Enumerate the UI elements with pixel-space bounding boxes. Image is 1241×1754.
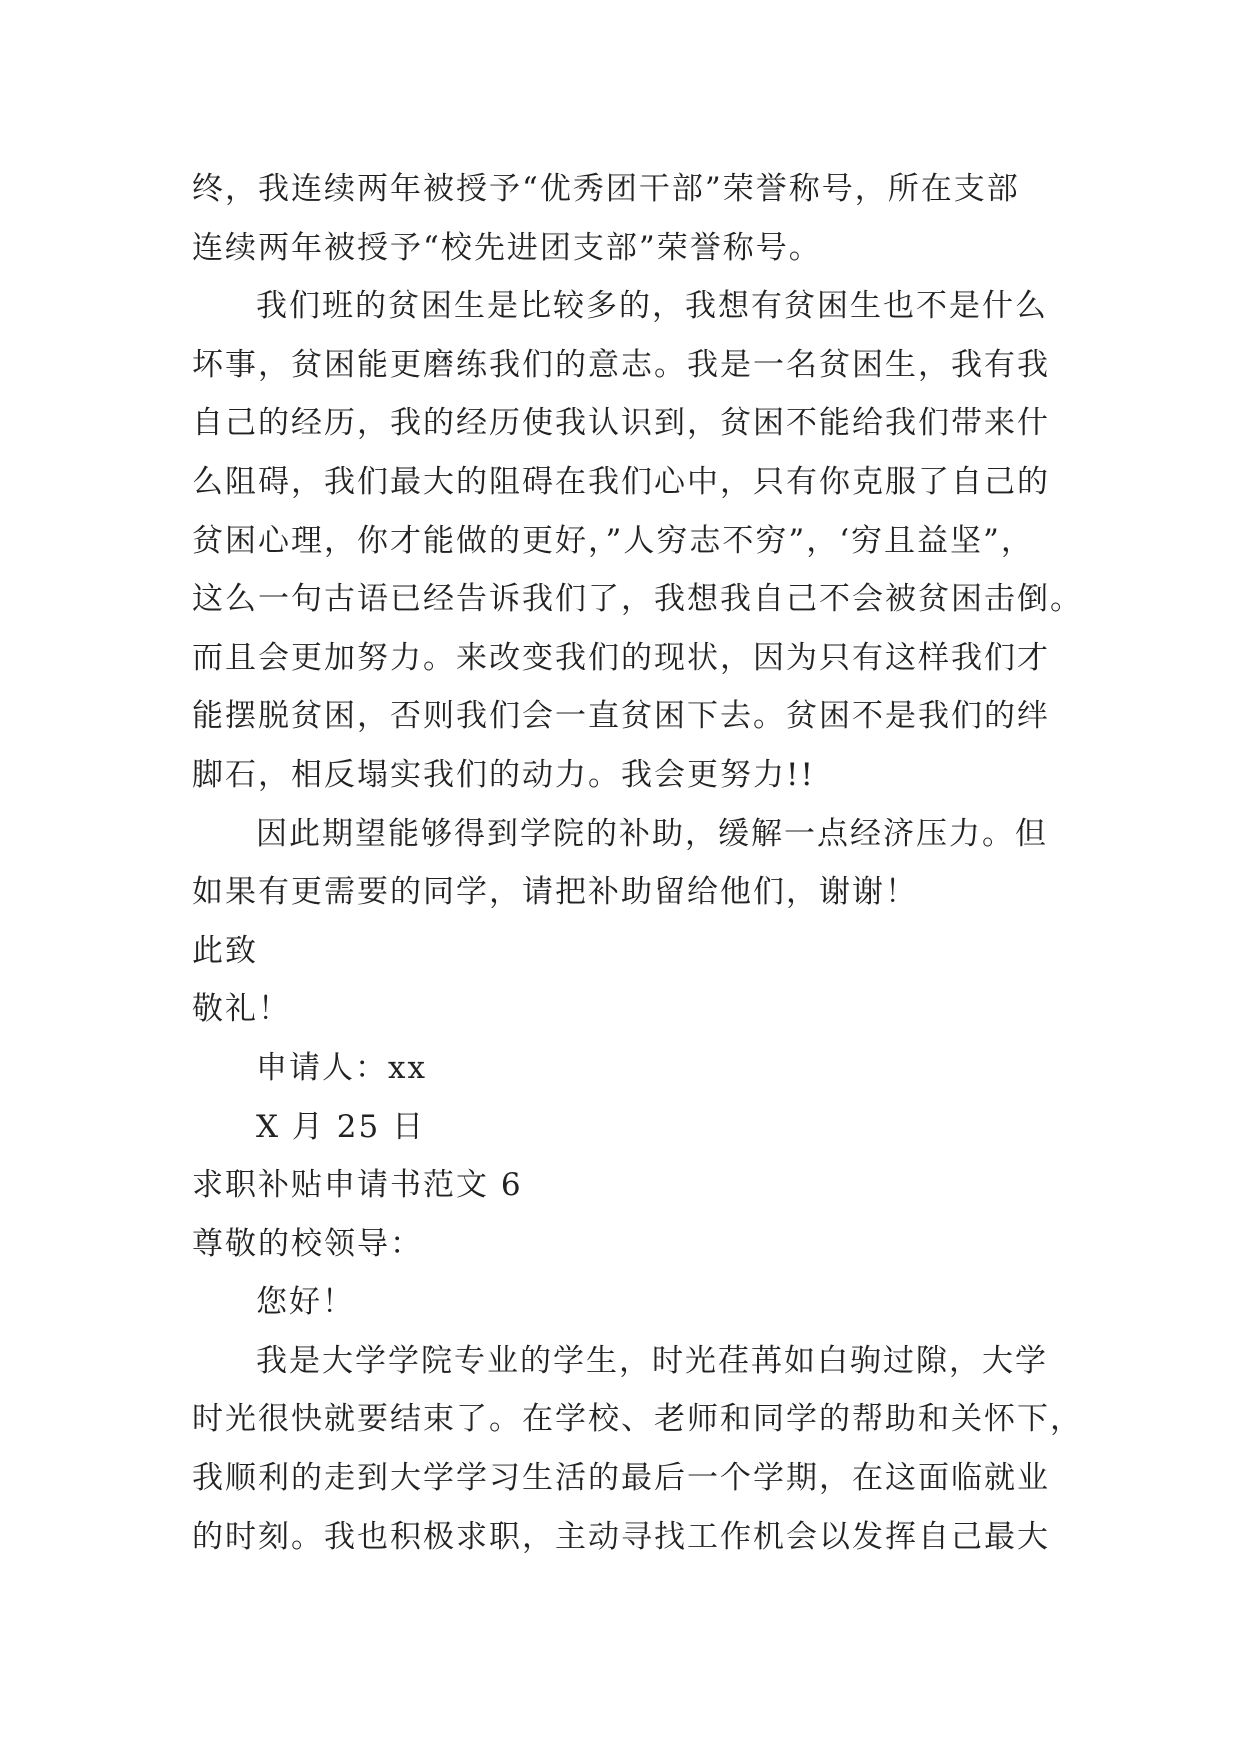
text-line: 申请人：xx bbox=[256, 1049, 427, 1086]
text-line: 么阻碍，我们最大的阻碍在我们心中，只有你克服了自己的 bbox=[192, 463, 1050, 500]
text-line: 坏事，贫困能更磨练我们的意志。我是一名贫困生，我有我 bbox=[192, 346, 1050, 383]
text-line: 时光很快就要结束了。在学校、老师和同学的帮助和关怀下， bbox=[192, 1401, 1083, 1438]
text-line: 能摆脱贫困，否则我们会一直贫困下去。贫困不是我们的绊 bbox=[192, 698, 1050, 735]
text-line: 自己的经历，我的经历使我认识到，贫困不能给我们带来什 bbox=[192, 405, 1050, 442]
text-line: 如果有更需要的同学，请把补助留给他们，谢谢！ bbox=[192, 874, 918, 911]
text-line: X 月 25 日 bbox=[256, 1108, 426, 1145]
text-line: 您好！ bbox=[256, 1284, 355, 1321]
text-line: 尊敬的校领导： bbox=[192, 1225, 423, 1262]
text-line: 贫困心理，你才能做的更好，”人穷志不穷”，‘穷且益坚”， bbox=[192, 522, 1034, 559]
text-line: 的时刻。我也积极求职，主动寻找工作机会以发挥自己最大 bbox=[192, 1518, 1050, 1555]
text-line: 求职补贴申请书范文 6 bbox=[192, 1167, 523, 1204]
text-line: 脚石，相反塌实我们的动力。我会更努力!! bbox=[192, 756, 815, 793]
text-line: 而且会更加努力。来改变我们的现状，因为只有这样我们才 bbox=[192, 639, 1050, 676]
text-line: 因此期望能够得到学院的补助，缓解一点经济压力。但 bbox=[256, 815, 1048, 852]
text-line: 我们班的贫困生是比较多的，我想有贫困生也不是什么 bbox=[256, 288, 1048, 325]
document-body bbox=[192, 160, 1083, 1566]
text-line: 此致 bbox=[192, 932, 258, 969]
text-line: 终，我连续两年被授予“优秀团干部”荣誉称号，所在支部 bbox=[192, 171, 1020, 207]
text-line: 连续两年被授予“校先进团支部”荣誉称号。 bbox=[192, 229, 822, 266]
text-line: 敬礼！ bbox=[192, 991, 291, 1028]
text-line: 我是大学学院专业的学生，时光荏苒如白驹过隙，大学 bbox=[256, 1342, 1048, 1379]
text-line: 我顺利的走到大学学习生活的最后一个学期，在这面临就业 bbox=[192, 1460, 1050, 1497]
text-line: 这么一句古语已经告诉我们了，我想我自己不会被贫困击倒。 bbox=[192, 581, 1083, 618]
